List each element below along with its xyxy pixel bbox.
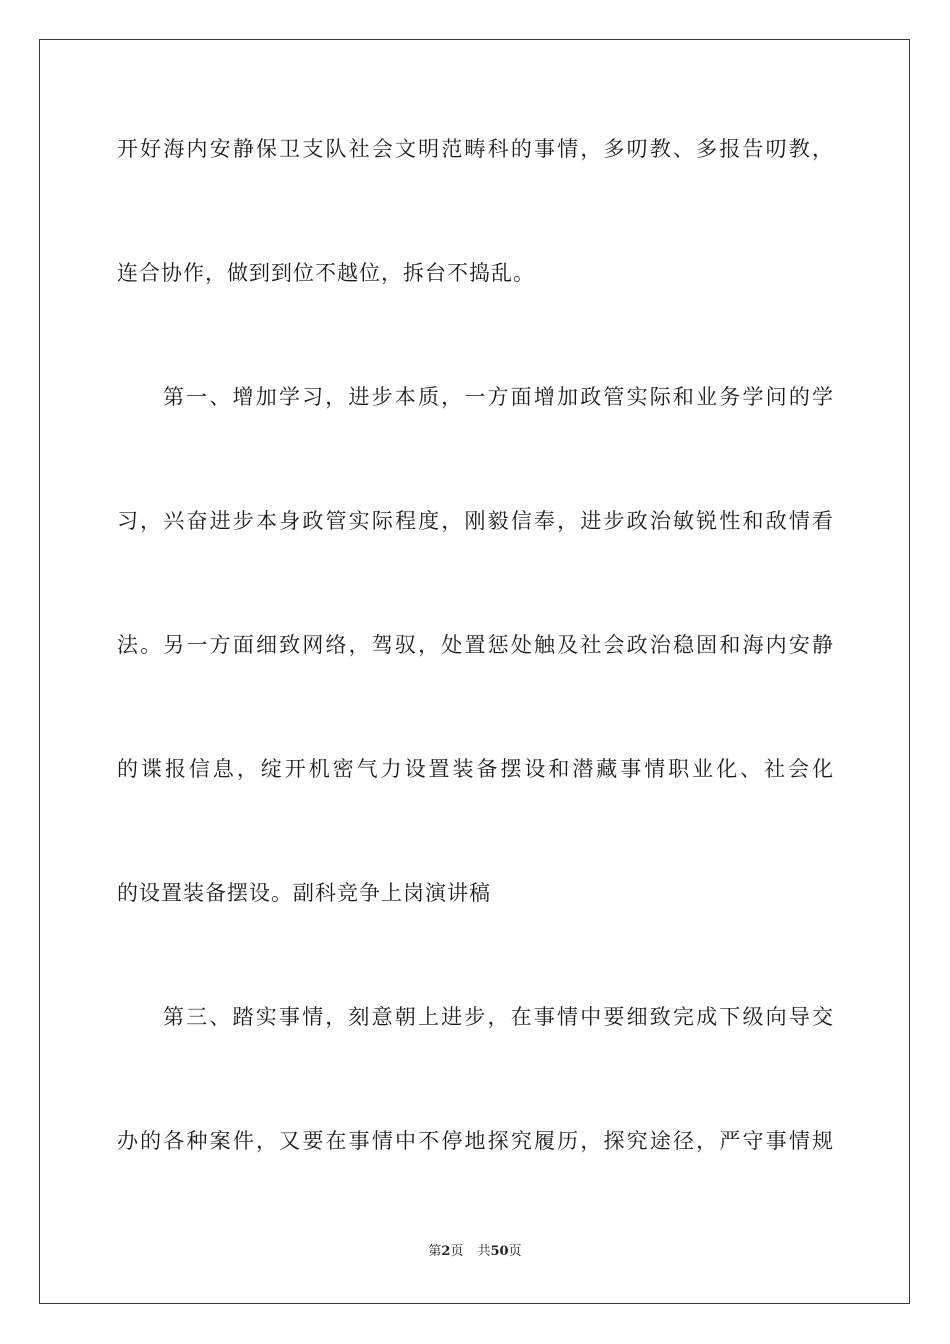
footer-page-suffix: 页 [450, 1244, 464, 1259]
footer-total-pages: 50 [490, 1244, 509, 1259]
body-line-4: 习，兴奋进步本身政管实际程度，刚毅信奉，进步政治敏锐性和敌情看 [117, 509, 833, 533]
footer-page-prefix: 第 [428, 1244, 442, 1259]
body-line-3: 第一、增加学习，进步本质，一方面增加政管实际和业务学问的学 [163, 385, 833, 409]
footer-page-number: 2 [441, 1244, 451, 1259]
footer-total-prefix: 共 [477, 1244, 491, 1259]
body-line-9: 办的各种案件，又要在事情中不停地探究履历，探究途径，严守事情规 [117, 1129, 833, 1153]
body-line-1: 开好海内安静保卫支队社会文明范畴科的事情，多叨教、多报告叨教， [117, 137, 833, 161]
body-line-5: 法。另一方面细致网络，驾驭，处置惩处触及社会政治稳固和海内安静 [117, 633, 833, 657]
body-line-2: 连合协作，做到到位不越位，拆台不捣乱。 [117, 261, 535, 285]
body-line-8: 第三、踏实事情，刻意朝上进步，在事情中要细致完成下级向导交 [163, 1005, 833, 1029]
page-footer [0, 1243, 950, 1261]
footer-total-suffix: 页 [508, 1244, 522, 1259]
body-line-7: 的设置装备摆设。副科竞争上岗演讲稿 [117, 881, 491, 905]
page-border [39, 39, 910, 1304]
body-line-6: 的谍报信息，绽开机密气力设置装备摆设和潜藏事情职业化、社会化 [117, 757, 833, 781]
